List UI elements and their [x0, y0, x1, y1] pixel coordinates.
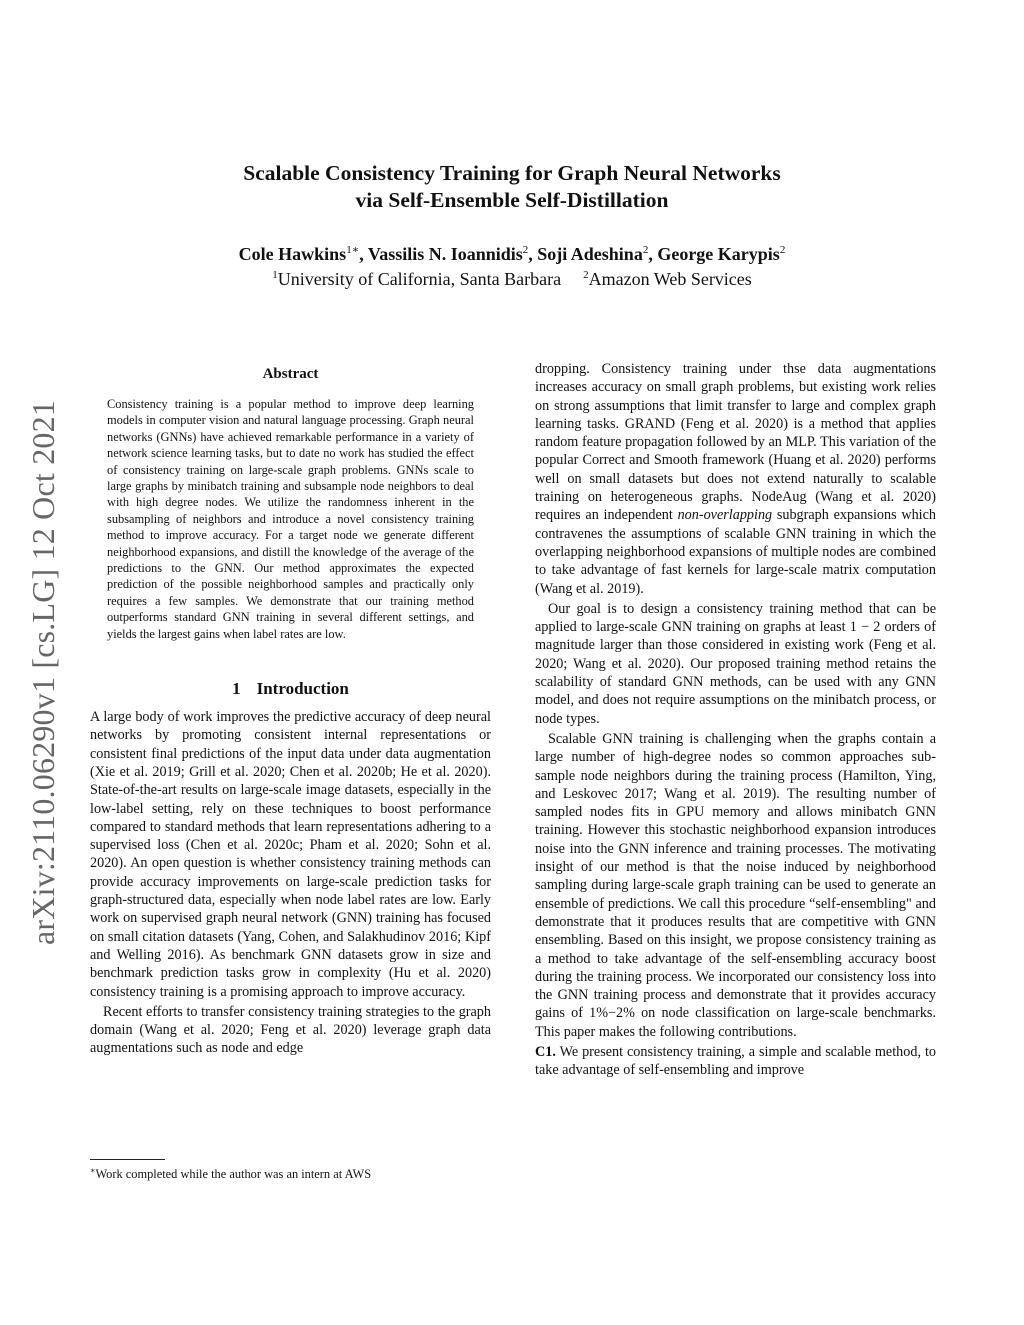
abstract-heading: Abstract	[262, 366, 319, 382]
right-column	[535, 360, 936, 1080]
author-affil-mark: 2	[642, 244, 649, 256]
author-affil-mark: 2	[779, 244, 786, 256]
contribution-item	[535, 1043, 936, 1080]
paragraph: Our goal is to design a consistency training method that can be applied to large-scale GNN training on graphs at least 1 − 2 orders of magnitude larger than those considered in existing work (Feng et al. 2020; Wang et al. 2020). Our proposed training method retains the scalability of standard GNN methods, can be used with any GNN model, and does not require assumptions on the minibatch process, or node types.	[535, 600, 936, 727]
author-name: , Vassilis N. Ioannidis	[359, 244, 523, 264]
emphasis-text: non-overlapping	[677, 507, 773, 524]
paper-title	[0, 160, 1024, 214]
author-name: Cole Hawkins	[238, 244, 347, 264]
contribution-text: We present consistency training, a simple and scalable method, to take advantage of self-ensembling and improve	[535, 1043, 936, 1079]
affil-mark: 2	[583, 269, 589, 281]
footnote-mark: ∗	[90, 1166, 96, 1175]
title-line-1: Scalable Consistency Training for Graph Neural Networks	[243, 161, 781, 185]
author-name: , George Karypis	[648, 244, 780, 264]
author-affil-mark: 1∗	[346, 244, 360, 256]
section-title: Introduction	[256, 679, 349, 699]
author-affil-mark: 2	[522, 244, 529, 256]
section-number: 1	[232, 679, 241, 699]
affiliation-1: University of California, Santa Barbara	[277, 269, 562, 289]
author-list	[0, 238, 1024, 266]
paragraph: Scalable GNN training is challenging when the graphs contain a large number of high-degree nodes so common approaches sub-sample node neighbors during the training process (Hamilton, Ying, and Leskovec 2017; Wang et al. 2019). The resulting number of sampled nodes fits in GPU memory and allows minibatch GNN training. However this stochastic neighborhood expansion introduces noise into the GNN inference and training processes. The motivating insight of our method is that the noise induced by neighborhood sampling during large-scale graph training can be used to generate an ensemble of predictions. We call this procedure “self-ensembling" and demonstrate that it produces results that are competitive with GNN ensembling. Based on this insight, we propose consistency training as a method to take advantage of the self-ensembling accuracy boost during the training process. We incorporated our consistency loss into the GNN training process and demonstrate that it provides accuracy gains of 1%−2% on node classification on large-scale benchmarks. This paper makes the following contributions.	[535, 730, 936, 1040]
affiliation-2: Amazon Web Services	[588, 269, 752, 289]
footnote-text: Work completed while the author was an intern at AWS	[95, 1167, 372, 1182]
section-heading	[90, 678, 491, 700]
title-line-2: via Self-Ensemble Self-Distillation	[355, 188, 669, 212]
arxiv-stamp: arXiv:2110.06290v1 [cs.LG] 12 Oct 2021	[25, 400, 61, 945]
contribution-label: C1.	[535, 1043, 556, 1060]
affil-mark: 1	[272, 269, 278, 281]
paragraph-text: subgraph expansions which contravenes the assumptions of scalable GNN training in which the overlapping neighborhood expansions of multiple nodes are combined to take advantage of fast kernels for large-scale matrix computation (Wang et al. 2019).	[535, 507, 937, 597]
footnote	[90, 1163, 371, 1182]
affiliations	[0, 263, 1024, 291]
footnote-rule	[90, 1159, 165, 1160]
paragraph	[535, 360, 936, 598]
paragraph: Recent efforts to transfer consistency training strategies to the graph domain (Wang et al. 2020; Feng et al. 2020) leverage graph data augmentations such as node and edge	[90, 1003, 491, 1057]
left-column	[90, 360, 491, 1058]
abstract-text: Consistency training is a popular method to improve deep learning models in computer vision and natural language processing. Graph neural networks (GNNs) have achieved remarkable performance in a variety of network science learning tasks, but to date no work has studied the effect of consistency training on large-scale graph problems. GNNs scale to large graphs by minibatch training and subsample node neighbors to deal with high degree nodes. We utilize the randomness inherent in the subsampling of neighbors and introduce a novel consistency training method to improve accuracy. For a target node we generate different neighborhood expansions, and distill the knowledge of the average of the predictions to the GNN. Our method approximates the expected prediction of the possible neighborhood samples and practically only requires a few samples. We demonstrate that our training method outperforms standard GNN training in several different settings, and yields the largest gains when label rates are low.	[107, 397, 474, 641]
paragraph: A large body of work improves the predictive accuracy of deep neural networks by promoting consistent internal representations or consistent final predictions of the input data under data augmentation (Xie et al. 2019; Grill et al. 2020; Chen et al. 2020b; He et al. 2020). State-of-the-art results on large-scale image datasets, especially in the low-label setting, rely on these techniques to boost performance compared to standard methods that learn representations adhering to a supervised loss (Chen et al. 2020c; Pham et al. 2020; Sohn et al. 2020). An open question is whether consistency training methods can provide accuracy improvements on large-scale prediction tasks for graph-structured data, especially when node label rates are low. Early work on supervised graph neural network (GNN) training has focused on small citation datasets (Yang, Cohen, and Salakhudinov 2016; Kipf and Welling 2016). As benchmark GNN datasets grow in size and benchmark prediction tasks grow in complexity (Hu et al. 2020) consistency training is a promising approach to improve accuracy.	[90, 709, 491, 1000]
paragraph-text: dropping. Consistency training under thse data augmentations increases accuracy on small graph problems, but existing work relies on strong assumptions that limit transfer to large and complex graph learning tasks. GRAND (Feng et al. 2020) is a method that applies random feature propagation followed by an MLP. This variation of the popular Correct and Smooth framework (Huang et al. 2020) performs well on small datasets but does not extend naturally to scalable training on heterogeneous graphs. NodeAug (Wang et al. 2020) requires an independent	[535, 361, 936, 524]
author-name: , Soji Adeshina	[528, 244, 643, 264]
